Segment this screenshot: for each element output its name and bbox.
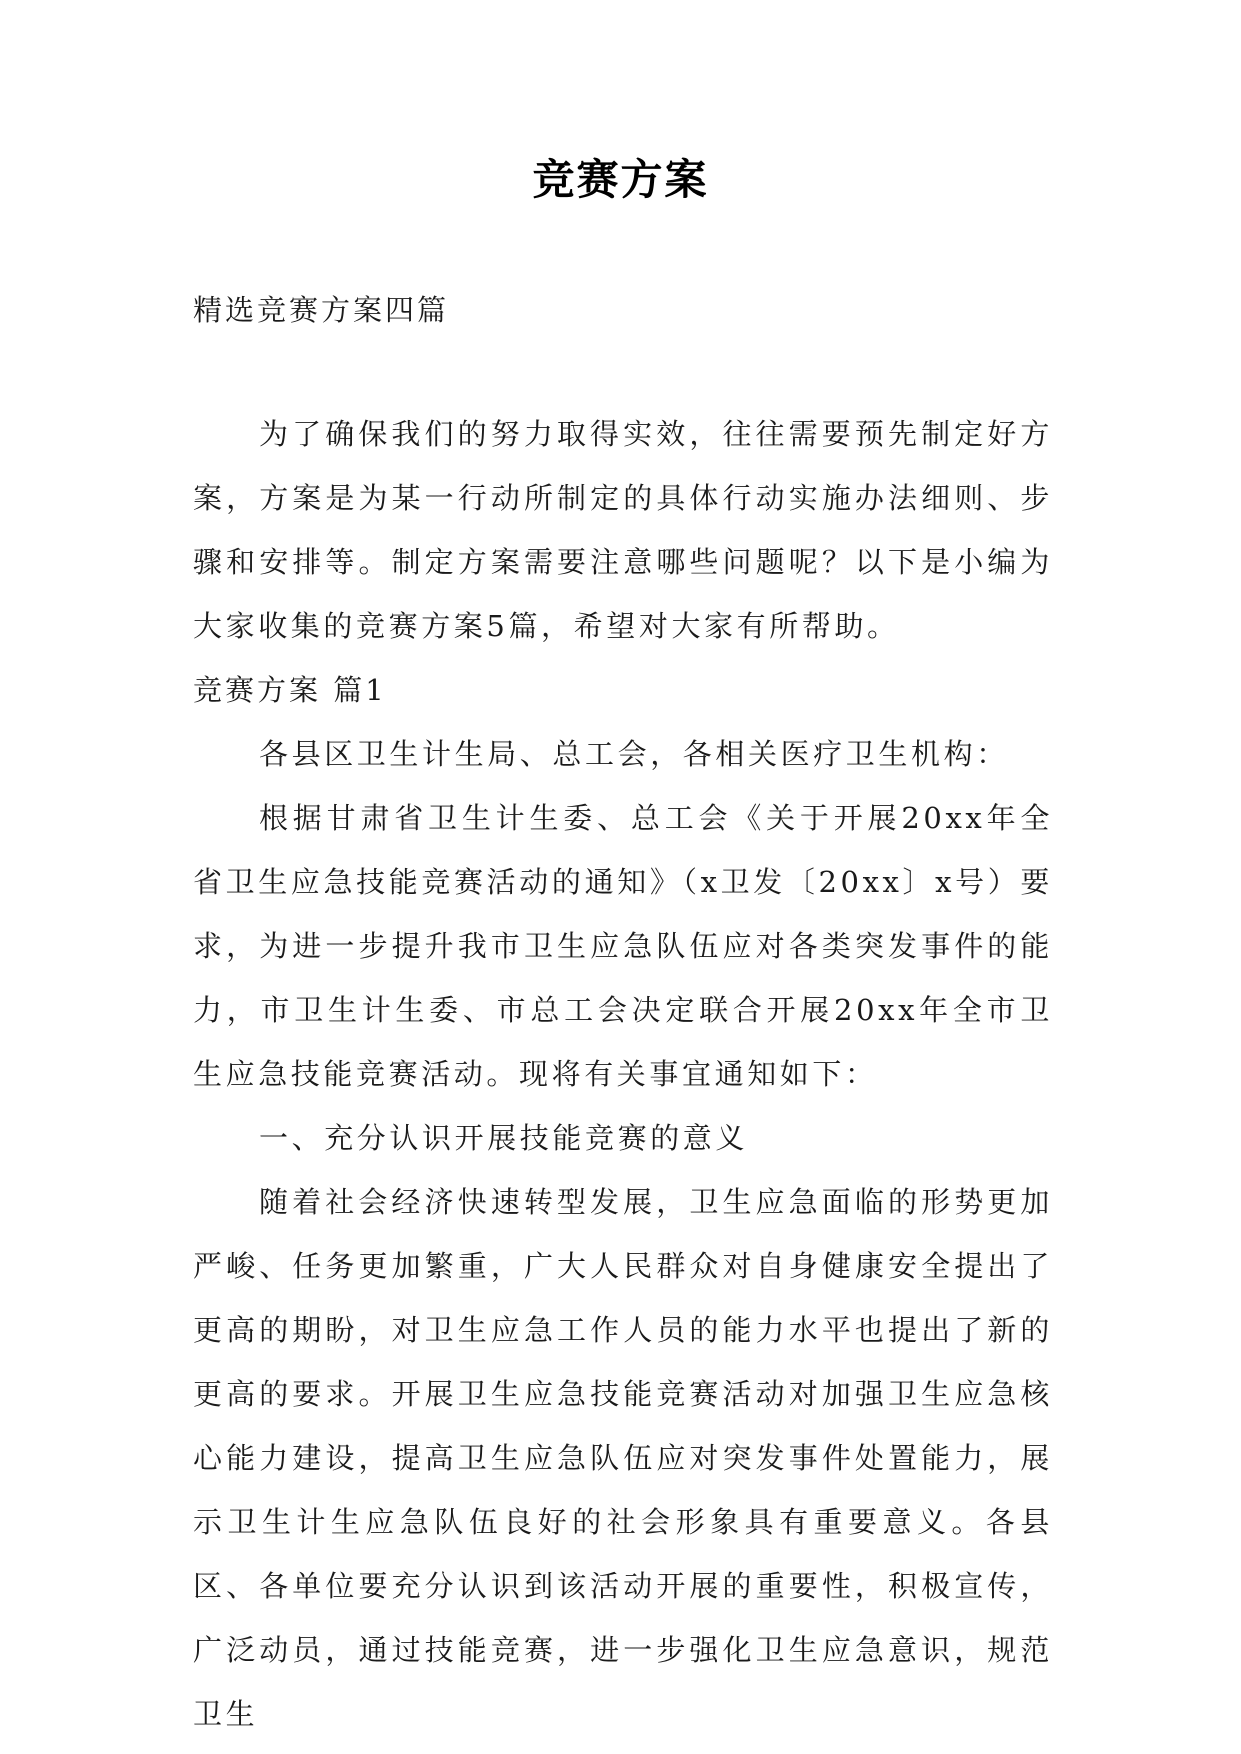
body-paragraph: 根据甘肃省卫生计生委、总工会《关于开展20xx年全省卫生应急技能竞赛活动的通知》（x卫发〔20xx〕x号）要求，为进一步提升我市卫生应急队伍应对各类突发事件的能力，市卫生计生委、市总工会决定联合开展20xx年全市卫生应急技能竞赛活动。现将有关事宜通知如下： <box>193 801 1053 1091</box>
document-title: 竞赛方案 <box>532 155 709 204</box>
intro-paragraph: 为了确保我们的努力取得实效，往往需要预先制定好方案，方案是为某一行动所制定的具体行动实施办法细则、步骤和安排等。制定方案需要注意哪些问题呢？以下是小编为大家收集的竞赛方案5篇，希望对大家有所帮助。 <box>193 417 1053 643</box>
section-heading: 竞赛方案 篇1 <box>193 673 387 707</box>
salutation-paragraph: 各县区卫生计生局、总工会，各相关医疗卫生机构： <box>259 737 1009 771</box>
body-paragraph: 随着社会经济快速转型发展，卫生应急面临的形势更加严峻、任务更加繁重，广大人民群众对自身健康安全提出了更高的期盼，对卫生应急工作人员的能力水平也提出了新的更高的要求。开展卫生应急技能竞赛活动对加强卫生应急核心能力建设，提高卫生应急队伍应对突发事件处置能力，展示卫生计生应急队伍良好的社会形象具有重要意义。各县区、各单位要充分认识到该活动开展的重要性，积极宣传，广泛动员，通过技能竞赛，进一步强化卫生应急意识，规范卫生 <box>193 1185 1053 1731</box>
subsection-heading: 一、充分认识开展技能竞赛的意义 <box>259 1121 749 1155</box>
document-subtitle: 精选竞赛方案四篇 <box>193 293 450 327</box>
document-body <box>193 402 1053 1746</box>
